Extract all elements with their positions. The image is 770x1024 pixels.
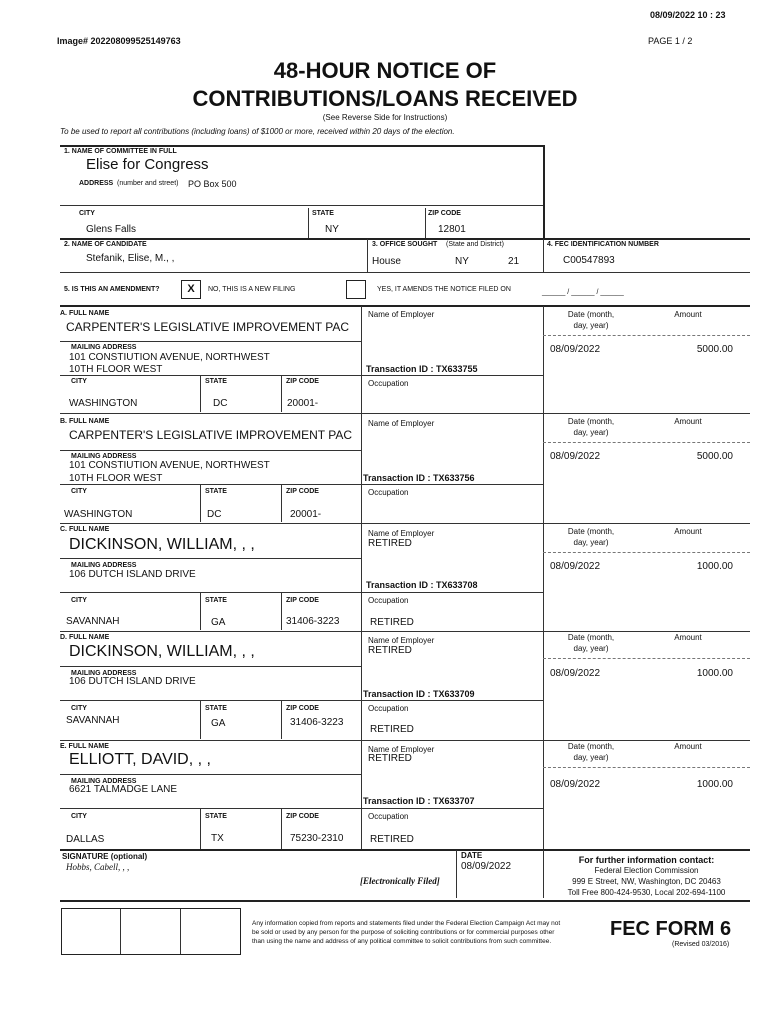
signature-name: Hobbs, Cabell, , , bbox=[66, 862, 130, 872]
office-district: 21 bbox=[508, 256, 520, 267]
entry-e-city: DALLAS bbox=[66, 834, 105, 845]
entry-a-label: A. FULL NAME bbox=[60, 310, 110, 317]
entry-d-transaction-id: Transaction ID : TX633709 bbox=[363, 689, 475, 699]
committee-zip-label: ZIP CODE bbox=[428, 210, 461, 217]
committee-name: Elise for Congress bbox=[86, 156, 209, 173]
candidate-label: 2. NAME OF CANDIDATE bbox=[64, 241, 147, 248]
yes-amends-checkbox[interactable] bbox=[346, 280, 366, 299]
entry-b-state: DC bbox=[207, 509, 222, 520]
entry-a-zip-label: ZIP CODE bbox=[286, 378, 319, 385]
no-new-filing-label: NO, THIS IS A NEW FILING bbox=[208, 286, 296, 293]
entry-e-date: 08/09/2022 bbox=[550, 779, 601, 790]
entry-c-date-label-2: day, year) bbox=[573, 538, 609, 547]
office-use-boxes bbox=[61, 908, 241, 955]
entry-d-date-label-1: Date (month, bbox=[567, 633, 615, 642]
entry-a-state-label: STATE bbox=[205, 378, 227, 385]
entry-b-label: B. FULL NAME bbox=[60, 418, 110, 425]
entry-e-date-label-1: Date (month, bbox=[567, 742, 615, 751]
entry-a-date-label-2: day, year) bbox=[573, 321, 609, 330]
form-revised-date: (Revised 03/2016) bbox=[672, 941, 730, 948]
entry-b-date-label-2: day, year) bbox=[573, 428, 609, 437]
entry-d-employer: RETIRED bbox=[368, 645, 412, 656]
entry-c-city: SAVANNAH bbox=[66, 616, 120, 627]
office-sought: House bbox=[372, 256, 401, 267]
signature-label: SIGNATURE (optional) bbox=[62, 852, 148, 861]
office-state: NY bbox=[455, 256, 469, 267]
entry-d-zip: 31406-3223 bbox=[290, 717, 344, 728]
signature-date-label: DATE bbox=[461, 851, 483, 860]
entry-a-city: WASHINGTON bbox=[69, 398, 138, 409]
entry-b-address-2: 10TH FLOOR WEST bbox=[69, 473, 163, 484]
entry-e-employer: RETIRED bbox=[368, 753, 412, 764]
entry-a-amount: 5000.00 bbox=[696, 344, 733, 355]
page-number: PAGE 1 / 2 bbox=[648, 36, 693, 46]
entry-c-amount-label: Amount bbox=[674, 527, 702, 536]
amendment-label: 5. IS THIS AN AMENDMENT? bbox=[64, 286, 160, 293]
no-new-filing-checkbox[interactable]: X bbox=[181, 280, 201, 299]
contact-line-2: 999 E Street, NW, Washington, DC 20463 bbox=[572, 877, 721, 886]
amendment-date-blank: ______ / ______ / ______ bbox=[542, 289, 624, 296]
entry-e-state-label: STATE bbox=[205, 813, 227, 820]
entry-d-name: DICKINSON, WILLIAM, , , bbox=[69, 643, 255, 660]
entry-b-amount-label: Amount bbox=[674, 417, 702, 426]
entry-e-zip: 75230-2310 bbox=[290, 833, 344, 844]
candidate-name: Stefanik, Elise, M., , bbox=[86, 253, 175, 264]
entry-c-amount: 1000.00 bbox=[696, 561, 733, 572]
entry-b-name: CARPENTER'S LEGISLATIVE IMPROVEMENT PAC bbox=[69, 428, 353, 442]
entry-b-city-label: CITY bbox=[71, 488, 87, 495]
fec-form-number: FEC FORM 6 bbox=[610, 918, 732, 940]
entry-d-date-label-2: day, year) bbox=[573, 644, 609, 653]
entry-c-employer-label: Name of Employer bbox=[368, 529, 435, 538]
contact-line-3: Toll Free 800-424-9530, Local 202-694-1100 bbox=[567, 888, 726, 897]
entry-c-state-label: STATE bbox=[205, 597, 227, 604]
entry-c-zip-label: ZIP CODE bbox=[286, 597, 319, 604]
entry-c-mailing-label: MAILING ADDRESS bbox=[71, 562, 137, 569]
entry-c-date: 08/09/2022 bbox=[550, 561, 601, 572]
entry-a-date-label-1: Date (month, bbox=[567, 310, 615, 319]
electronically-filed: [Electronically Filed] bbox=[360, 876, 440, 886]
office-label: 3. OFFICE SOUGHT bbox=[372, 241, 438, 248]
signature-date: 08/09/2022 bbox=[461, 861, 512, 872]
entry-d-label: D. FULL NAME bbox=[60, 634, 110, 641]
instructions: To be used to report all contributions (including loans) of $1000 or more, received within 20 days of the election. bbox=[60, 127, 455, 136]
entry-e-date-label-2: day, year) bbox=[573, 753, 609, 762]
entry-b-transaction-id: Transaction ID : TX633756 bbox=[363, 473, 475, 483]
entry-d-amount-label: Amount bbox=[674, 633, 702, 642]
entry-b-zip-label: ZIP CODE bbox=[286, 488, 319, 495]
entry-c-name: DICKINSON, WILLIAM, , , bbox=[69, 536, 255, 553]
fec-id: C00547893 bbox=[563, 255, 615, 266]
entry-d-employer-label: Name of Employer bbox=[368, 636, 435, 645]
entry-d-city-label: CITY bbox=[71, 705, 87, 712]
committee-zip: 12801 bbox=[438, 224, 466, 235]
entry-e-state: TX bbox=[211, 833, 224, 844]
address-label: ADDRESS bbox=[79, 180, 114, 187]
entry-a-amount-label: Amount bbox=[674, 310, 702, 319]
entry-b-city: WASHINGTON bbox=[64, 509, 133, 520]
entry-b-mailing-label: MAILING ADDRESS bbox=[71, 453, 137, 460]
entry-c-transaction-id: Transaction ID : TX633708 bbox=[366, 580, 478, 590]
entry-c-state: GA bbox=[211, 617, 226, 628]
entry-a-address-1: 101 CONSTIUTION AVENUE, NORTHWEST bbox=[69, 352, 270, 363]
entry-c-employer: RETIRED bbox=[368, 538, 412, 549]
entry-a-city-label: CITY bbox=[71, 378, 87, 385]
entry-a-mailing-label: MAILING ADDRESS bbox=[71, 344, 137, 351]
entry-a-transaction-id: Transaction ID : TX633755 bbox=[366, 364, 478, 374]
entry-e-label: E. FULL NAME bbox=[60, 743, 109, 750]
entry-e-address-1: 6621 TALMADGE LANE bbox=[69, 784, 178, 795]
contact-line-1: Federal Election Commission bbox=[594, 866, 699, 875]
image-id: Image# 202208099525149763 bbox=[57, 36, 181, 46]
timestamp: 08/09/2022 10 : 23 bbox=[650, 10, 726, 20]
office-sub-label: (State and District) bbox=[446, 241, 504, 248]
entry-e-name: ELLIOTT, DAVID, , , bbox=[69, 751, 211, 768]
committee-city-label: CITY bbox=[79, 210, 95, 217]
entry-b-date-label-1: Date (month, bbox=[567, 417, 615, 426]
entry-d-mailing-label: MAILING ADDRESS bbox=[71, 670, 137, 677]
committee-label: 1. NAME OF COMMITTEE IN FULL bbox=[64, 148, 177, 155]
entry-d-city: SAVANNAH bbox=[66, 715, 120, 726]
disclaimer-line-3: than using the name and address of any political committee to solicit contributions from such committee. bbox=[252, 938, 552, 945]
entry-b-address-1: 101 CONSTIUTION AVENUE, NORTHWEST bbox=[69, 460, 270, 471]
entry-a-date: 08/09/2022 bbox=[550, 344, 601, 355]
disclaimer-line-2: be sold or used by any person for the purpose of soliciting contributions or for commercial purposes other bbox=[252, 929, 555, 936]
fec-id-label: 4. FEC IDENTIFICATION NUMBER bbox=[547, 241, 659, 248]
entry-c-occupation-label: Occupation bbox=[368, 596, 409, 605]
entry-c-city-label: CITY bbox=[71, 597, 87, 604]
entry-c-occupation: RETIRED bbox=[370, 617, 414, 628]
entry-c-address-1: 106 DUTCH ISLAND DRIVE bbox=[69, 569, 196, 580]
entry-e-city-label: CITY bbox=[71, 813, 87, 820]
form-title-line2: CONTRIBUTIONS/LOANS RECEIVED bbox=[192, 86, 578, 111]
entry-e-amount: 1000.00 bbox=[696, 779, 733, 790]
committee-state: NY bbox=[325, 224, 339, 235]
address-sub-label: (number and street) bbox=[117, 180, 179, 187]
contact-title: For further information contact: bbox=[578, 855, 715, 865]
entry-e-zip-label: ZIP CODE bbox=[286, 813, 319, 820]
entry-d-state-label: STATE bbox=[205, 705, 227, 712]
yes-amends-label: YES, IT AMENDS THE NOTICE FILED ON bbox=[377, 286, 511, 293]
entry-d-occupation-label: Occupation bbox=[368, 704, 409, 713]
entry-d-occupation: RETIRED bbox=[370, 724, 414, 735]
entry-b-amount: 5000.00 bbox=[696, 451, 733, 462]
entry-d-state: GA bbox=[211, 718, 226, 729]
entry-a-address-2: 10TH FLOOR WEST bbox=[69, 364, 163, 375]
entry-d-date: 08/09/2022 bbox=[550, 668, 601, 679]
entry-e-amount-label: Amount bbox=[674, 742, 702, 751]
entry-e-transaction-id: Transaction ID : TX633707 bbox=[363, 796, 475, 806]
entry-a-name: CARPENTER'S LEGISLATIVE IMPROVEMENT PAC bbox=[66, 320, 350, 334]
committee-address: PO Box 500 bbox=[188, 179, 237, 189]
entry-a-occupation-label: Occupation bbox=[368, 379, 409, 388]
entry-b-state-label: STATE bbox=[205, 488, 227, 495]
entry-e-occupation-label: Occupation bbox=[368, 812, 409, 821]
entry-e-occupation: RETIRED bbox=[370, 834, 414, 845]
entry-b-employer-label: Name of Employer bbox=[368, 419, 435, 428]
entry-e-employer-label: Name of Employer bbox=[368, 745, 435, 754]
entry-a-employer-label: Name of Employer bbox=[368, 310, 435, 319]
entry-b-occupation-label: Occupation bbox=[368, 488, 409, 497]
entry-d-amount: 1000.00 bbox=[696, 668, 733, 679]
entry-a-state: DC bbox=[213, 398, 228, 409]
committee-city: Glens Falls bbox=[86, 224, 137, 235]
entry-a-zip: 20001- bbox=[287, 398, 319, 409]
entry-c-label: C. FULL NAME bbox=[60, 526, 110, 533]
entry-b-date: 08/09/2022 bbox=[550, 451, 601, 462]
entry-d-zip-label: ZIP CODE bbox=[286, 705, 319, 712]
form-title-line1: 48-HOUR NOTICE OF bbox=[273, 58, 497, 83]
entry-c-zip: 31406-3223 bbox=[286, 616, 340, 627]
entry-c-date-label-1: Date (month, bbox=[567, 527, 615, 536]
entry-b-zip: 20001- bbox=[290, 509, 322, 520]
see-reverse-note: (See Reverse Side for Instructions) bbox=[322, 113, 448, 122]
entry-d-address-1: 106 DUTCH ISLAND DRIVE bbox=[69, 676, 196, 687]
disclaimer-line-1: Any information copied from reports and statements filed under the Federal Election Campaign Act may not bbox=[252, 920, 561, 927]
entry-e-mailing-label: MAILING ADDRESS bbox=[71, 778, 137, 785]
committee-state-label: STATE bbox=[312, 210, 334, 217]
